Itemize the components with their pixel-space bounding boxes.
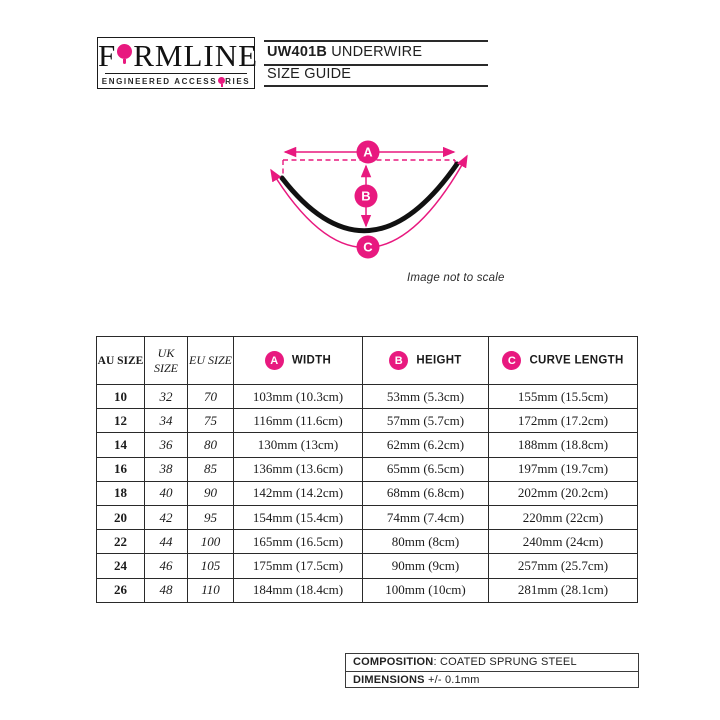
tagline-text-post: RIES bbox=[225, 77, 251, 86]
table-cell: 184mm (18.4cm) bbox=[234, 578, 363, 602]
table-cell: 62mm (6.2cm) bbox=[363, 433, 489, 457]
composition-row bbox=[346, 654, 638, 672]
column-header-width bbox=[234, 337, 363, 385]
table-cell: 257mm (25.7cm) bbox=[489, 554, 638, 578]
table-cell: 116mm (11.6cm) bbox=[234, 409, 363, 433]
column-header-au-size: AU SIZE bbox=[97, 337, 145, 385]
table-cell: 57mm (5.7cm) bbox=[363, 409, 489, 433]
table-cell: 100mm (10cm) bbox=[363, 578, 489, 602]
scale-note: Image not to scale bbox=[407, 272, 505, 284]
formline-logo bbox=[97, 37, 259, 89]
table-row bbox=[97, 554, 638, 578]
brand-name bbox=[98, 38, 259, 73]
composition-value: : COATED SPRUNG STEEL bbox=[433, 656, 577, 668]
table-cell: 172mm (17.2cm) bbox=[489, 409, 638, 433]
brand-text-post: RMLINE bbox=[133, 38, 259, 73]
table-cell: 136mm (13.6cm) bbox=[234, 457, 363, 481]
table-cell: 240mm (24cm) bbox=[489, 530, 638, 554]
table-cell: 188mm (18.8cm) bbox=[489, 433, 638, 457]
table-cell: 100 bbox=[188, 530, 234, 554]
table-row bbox=[97, 530, 638, 554]
tagline-dot-icon bbox=[218, 77, 225, 84]
table-cell: 32 bbox=[145, 385, 188, 409]
column-header-eu-size: EU SIZE bbox=[188, 337, 234, 385]
badge-b-icon: B bbox=[389, 351, 408, 370]
tagline-text-pre: ENGINEERED ACCESS bbox=[101, 77, 218, 86]
table-cell: 53mm (5.3cm) bbox=[363, 385, 489, 409]
table-cell: 220mm (22cm) bbox=[489, 505, 638, 529]
table-cell: 38 bbox=[145, 457, 188, 481]
table-cell: 95 bbox=[188, 505, 234, 529]
label-c: C bbox=[363, 239, 373, 255]
badge-c-icon: C bbox=[502, 351, 521, 370]
brand-text-pre: F bbox=[98, 38, 117, 73]
table-cell: 44 bbox=[145, 530, 188, 554]
table-cell: 155mm (15.5cm) bbox=[489, 385, 638, 409]
table-cell: 103mm (10.3cm) bbox=[234, 385, 363, 409]
label-b: B bbox=[361, 188, 371, 204]
table-cell: 175mm (17.5cm) bbox=[234, 554, 363, 578]
table-row bbox=[97, 385, 638, 409]
dimensions-value: +/- 0.1mm bbox=[424, 673, 480, 686]
dimensions-label: DIMENSIONS bbox=[353, 673, 425, 686]
table-cell: 197mm (19.7cm) bbox=[489, 457, 638, 481]
table-cell: 22 bbox=[97, 530, 145, 554]
column-header-curve-length-label: CURVE LENGTH bbox=[529, 354, 624, 367]
info-box bbox=[345, 653, 639, 688]
logo-pin-icon bbox=[117, 44, 132, 59]
table-cell: 12 bbox=[97, 409, 145, 433]
table-cell: 26 bbox=[97, 578, 145, 602]
table-cell: 74mm (7.4cm) bbox=[363, 505, 489, 529]
table-row bbox=[97, 578, 638, 602]
table-cell: 281mm (28.1cm) bbox=[489, 578, 638, 602]
table-cell: 80mm (8cm) bbox=[363, 530, 489, 554]
column-header-height-label: HEIGHT bbox=[416, 354, 462, 367]
table-row bbox=[97, 409, 638, 433]
table-cell: 18 bbox=[97, 481, 145, 505]
table-cell: 14 bbox=[97, 433, 145, 457]
table-cell: 20 bbox=[97, 505, 145, 529]
table-cell: 85 bbox=[188, 457, 234, 481]
table-cell: 110 bbox=[188, 578, 234, 602]
table-cell: 24 bbox=[97, 554, 145, 578]
product-name: UNDERWIRE bbox=[331, 44, 423, 60]
table-cell: 80 bbox=[188, 433, 234, 457]
table-cell: 105 bbox=[188, 554, 234, 578]
table-cell: 90mm (9cm) bbox=[363, 554, 489, 578]
title-rule-top bbox=[264, 40, 488, 42]
table-cell: 40 bbox=[145, 481, 188, 505]
logo-divider bbox=[105, 73, 247, 74]
table-cell: 75 bbox=[188, 409, 234, 433]
table-cell: 46 bbox=[145, 554, 188, 578]
table-row bbox=[97, 433, 638, 457]
table-cell: 154mm (15.4cm) bbox=[234, 505, 363, 529]
page-title: SIZE GUIDE bbox=[267, 66, 352, 82]
badge-a-icon: A bbox=[265, 351, 284, 370]
table-cell: 165mm (16.5cm) bbox=[234, 530, 363, 554]
table-row bbox=[97, 457, 638, 481]
table-cell: 34 bbox=[145, 409, 188, 433]
table-cell: 10 bbox=[97, 385, 145, 409]
column-header-height bbox=[363, 337, 489, 385]
table-cell: 16 bbox=[97, 457, 145, 481]
table-cell: 130mm (13cm) bbox=[234, 433, 363, 457]
table-cell: 48 bbox=[145, 578, 188, 602]
product-code: UW401B bbox=[267, 44, 328, 60]
table-header-row bbox=[97, 337, 638, 385]
table-cell: 90 bbox=[188, 481, 234, 505]
table-cell: 68mm (6.8cm) bbox=[363, 481, 489, 505]
size-table bbox=[96, 336, 638, 603]
table-cell: 42 bbox=[145, 505, 188, 529]
composition-label: COMPOSITION bbox=[353, 656, 434, 668]
table-cell: 65mm (6.5cm) bbox=[363, 457, 489, 481]
column-header-uk-size: UK SIZE bbox=[145, 337, 188, 385]
underwire-diagram bbox=[250, 125, 530, 270]
column-header-curve-length bbox=[489, 337, 638, 385]
brand-tagline bbox=[98, 76, 254, 87]
product-title bbox=[267, 44, 422, 60]
size-table-body bbox=[97, 385, 638, 603]
column-header-width-label: WIDTH bbox=[291, 354, 332, 367]
table-row bbox=[97, 481, 638, 505]
table-cell: 70 bbox=[188, 385, 234, 409]
dimensions-row bbox=[346, 672, 638, 689]
table-cell: 202mm (20.2cm) bbox=[489, 481, 638, 505]
table-row bbox=[97, 505, 638, 529]
label-a: A bbox=[363, 144, 373, 160]
title-rule-bottom bbox=[264, 85, 488, 87]
table-cell: 36 bbox=[145, 433, 188, 457]
table-cell: 142mm (14.2cm) bbox=[234, 481, 363, 505]
